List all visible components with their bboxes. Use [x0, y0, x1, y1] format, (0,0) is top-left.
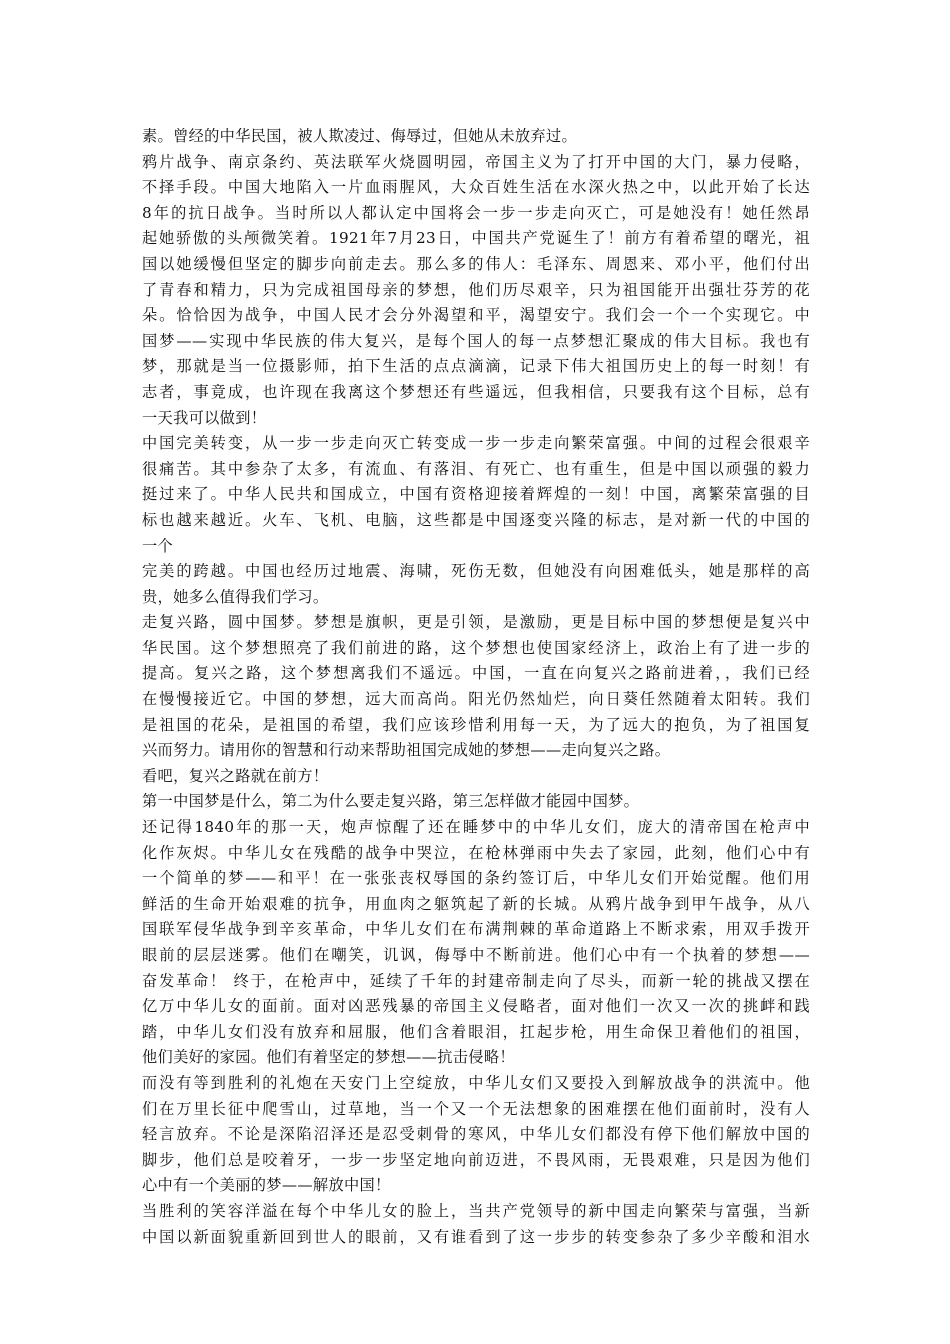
- text-line: 当胜利的笑容洋溢在每个中华儿女的脸上，当共产党领导的新中国走向繁荣与富强，当新: [142, 1201, 810, 1220]
- document-body: [142, 124, 810, 1250]
- text-line: 看吧，复兴之路就在前方！: [142, 766, 329, 785]
- text-line: 一个简单的梦——和平！在一张张丧权辱国的条约签订后，中华儿女们开始觉醒。他们用: [142, 869, 810, 888]
- text-line: 一个: [142, 536, 174, 555]
- text-line: 一天我可以做到！: [142, 408, 267, 427]
- text-line: 梦，那就是当一位摄影师，拍下生活的点点滴滴，记录下伟大祖国历史上的每一时刻！有: [142, 357, 810, 376]
- text-line: 了青春和精力，只为完成祖国母亲的梦想，他们历尽艰辛，只为祖国能开出强壮芬芳的花: [142, 280, 810, 299]
- text-line: 国以她缓慢但坚定的脚步向前走去。那么多的伟人：毛泽东、周恩来、邓小平，他们付出: [142, 254, 810, 273]
- text-line: 还记得1840年的那一天，炮声惊醒了还在睡梦中的中华儿女们，庞大的清帝国在枪声中: [142, 818, 810, 837]
- text-line: 踏，中华儿女们没有放弃和屈服，他们含着眼泪，扛起步枪，用生命保卫着他们的祖国，: [142, 1022, 810, 1041]
- text-line: 脚步，他们总是咬着牙，一步一步坚定地向前迈进，不畏风雨，无畏艰难，只是因为他们: [142, 1150, 810, 1169]
- text-line: 挺过来了。中华人民共和国成立，中国有资格迎接着辉煌的一刻！中国，离繁荣富强的目: [142, 485, 810, 504]
- text-line: 起她骄傲的头颅微笑着。1921年7月23日，中国共产党诞生了！前方有着希望的曙光，祖: [142, 229, 810, 248]
- text-line: 朵。恰恰因为战争，中国人民才会分外渴望和平，渴望安宁。我们会一个一个实现它。中: [142, 306, 810, 325]
- text-line: 第一中国梦是什么，第二为什么要走复兴路，第三怎样做才能园中国梦。: [142, 792, 640, 811]
- text-line: 完美的跨越。中国也经历过地震、海啸，死伤无数，但她没有向困难低头，她是那样的高: [142, 562, 810, 581]
- text-line: 国联军侵华战争到辛亥革命，中华儿女们在布满荆棘的革命道路上不断求索，用双手拨开: [142, 920, 810, 939]
- text-line: 心中有一个美丽的梦——解放中国！: [142, 1176, 391, 1195]
- text-line: 华民国。这个梦想照亮了我们前进的路，这个梦想也使国家经济上，政治上有了进一步的: [142, 638, 810, 657]
- text-line: 奋发革命！ 终于，在枪声中，延续了千年的封建帝制走向了尽头，而新一轮的挑战又摆在: [142, 971, 810, 990]
- text-line: 中国以新面貌重新回到世人的眼前，又有谁看到了这一步步的转变参杂了多少辛酸和泪水: [142, 1227, 810, 1246]
- text-line: 鲜活的生命开始艰难的抗争，用血肉之躯筑起了新的长城。从鸦片战争到甲午战争，从八: [142, 894, 810, 913]
- text-line: 贵，她多么值得我们学习。: [142, 587, 329, 606]
- text-line: 中国完美转变，从一步一步走向灭亡转变成一步一步走向繁荣富强。中间的过程会很艰辛: [142, 434, 810, 453]
- text-line: 而没有等到胜利的礼炮在天安门上空绽放，中华儿女们又要投入到解放战争的洪流中。他: [142, 1073, 810, 1092]
- text-line: 他们美好的家园。他们有着坚定的梦想——抗击侵略！: [142, 1048, 515, 1067]
- text-line: 化作灰烬。中华儿女在残酷的战争中哭泣，在枪林弹雨中失去了家园，此刻，他们心中有: [142, 843, 810, 862]
- text-line: 很痛苦。其中参杂了太多，有流血、有落泪、有死亡、也有重生，但是中国以顽强的毅力: [142, 459, 810, 478]
- text-line: 志者，事竟成，也许现在我离这个梦想还有些遥远，但我相信，只要我有这个目标，总有: [142, 382, 810, 401]
- text-line: 兴而努力。请用你的智慧和行动来帮助祖国完成她的梦想——走向复兴之路。: [142, 741, 671, 760]
- text-line: 不择手段。中国大地陷入一片血雨腥风，大众百姓生活在水深火热之中，以此开始了长达: [142, 178, 810, 197]
- text-line: 亿万中华儿女的面前。面对凶恶残暴的帝国主义侵略者，面对他们一次又一次的挑衅和践: [142, 997, 810, 1016]
- text-line: 们在万里长征中爬雪山，过草地，当一个又一个无法想象的困难摆在他们面前时，没有人: [142, 1099, 810, 1118]
- text-line: 标也越来越近。火车、飞机、电脑，这些都是中国逐变兴隆的标志，是对新一代的中国的: [142, 510, 810, 529]
- text-line: 鸦片战争、南京条约、英法联军火烧圆明园，帝国主义为了打开中国的大门，暴力侵略，: [142, 152, 810, 171]
- text-line: 素。曾经的中华民国，被人欺凌过、侮辱过，但她从未放弃过。: [142, 127, 578, 145]
- text-line: 眼前的层层迷雾。他们在嘲笑，讥讽，侮辱中不断前进。他们心中有一个执着的梦想——: [142, 946, 810, 964]
- text-line: 走复兴路，圆中国梦。梦想是旗帜，更是引领，是激励，更是目标中国的梦想便是复兴中: [142, 613, 810, 632]
- text-line: 国梦——实现中华民族的伟大复兴，是每个国人的每一点梦想汇聚成的伟大目标。我也有: [142, 331, 810, 350]
- text-line: 轻言放弃。不论是深陷沼泽还是忍受刺骨的寒风，中华儿女们都没有停下他们解放中国的: [142, 1125, 810, 1144]
- text-line: 是祖国的花朵，是祖国的希望，我们应该珍惜利用每一天，为了远大的抱负，为了祖国复: [142, 715, 810, 734]
- text-line: 8年的抗日战争。当时所以人都认定中国将会一步一步走向灭亡，可是她没有！她任然昂: [142, 203, 810, 222]
- text-line: 提高。复兴之路，这个梦想离我们不遥远。中国，一直在向复兴之路前进着，，我们已经: [142, 664, 810, 683]
- text-line: 在慢慢接近它。中国的梦想，远大而高尚。阳光仍然灿烂，向日葵任然随着太阳转。我们: [142, 690, 810, 709]
